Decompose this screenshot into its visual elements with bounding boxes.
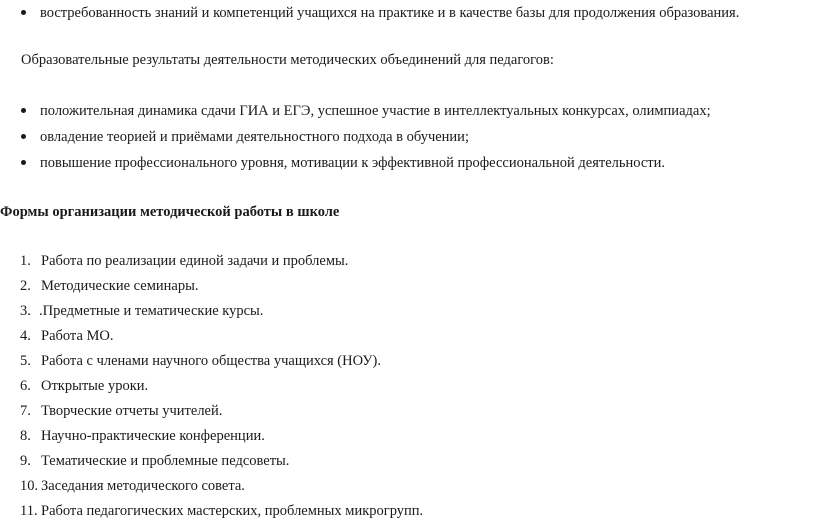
list-item: Заседания методического совета. bbox=[41, 478, 245, 494]
bullet-icon bbox=[21, 10, 26, 15]
bullet-icon bbox=[21, 134, 26, 139]
results-bullet-3: повышение профессионального уровня, мотивации к эффективной профессиональной деятельности. bbox=[40, 155, 666, 171]
list-item: Тематические и проблемные педсоветы. bbox=[41, 453, 290, 469]
forms-heading: Формы организации методической работы в школе bbox=[0, 204, 340, 220]
list-item-number: 10. bbox=[20, 478, 39, 494]
list-item-number: 5. bbox=[20, 353, 31, 369]
bullet-icon bbox=[21, 160, 26, 165]
list-item-number: 7. bbox=[20, 403, 31, 419]
list-item: Работа педагогических мастерских, проблемных микрогрупп. bbox=[41, 503, 424, 519]
list-item-number: 1. bbox=[20, 253, 31, 269]
results-bullet-2: овладение теорией и приёмами деятельностного подхода в обучении; bbox=[40, 129, 469, 145]
bullet-icon bbox=[21, 108, 26, 113]
list-item: Открытые уроки. bbox=[41, 378, 149, 394]
list-item-number: 3. bbox=[20, 303, 31, 319]
list-item: Работа МО. bbox=[41, 328, 114, 344]
list-item-number: 2. bbox=[20, 278, 31, 294]
list-item-number: 11. bbox=[20, 503, 38, 519]
list-item: Работа с членами научного общества учащихся (НОУ). bbox=[41, 353, 381, 369]
list-item-number: 4. bbox=[20, 328, 31, 344]
list-item-number: 6. bbox=[20, 378, 31, 394]
results-bullet-1: положительная динамика сдачи ГИА и ЕГЭ, успешное участие в интеллектуальных конкурсах, олимпиадах; bbox=[40, 103, 711, 119]
list-item: Методические семинары. bbox=[41, 278, 199, 294]
list-item-number: 9. bbox=[20, 453, 31, 469]
list-item: Творческие отчеты учителей. bbox=[41, 403, 223, 419]
top-bullet-text: востребованность знаний и компетенций учащихся на практике и в качестве базы для продолжения образования. bbox=[40, 5, 740, 21]
list-item: Работа по реализации единой задачи и проблемы. bbox=[41, 253, 349, 269]
list-item-number: 8. bbox=[20, 428, 31, 444]
list-item: Научно-практические конференции. bbox=[41, 428, 265, 444]
list-item: .Предметные и тематические курсы. bbox=[39, 303, 264, 319]
results-intro: Образовательные результаты деятельности методических объединений для педагогов: bbox=[21, 52, 554, 68]
